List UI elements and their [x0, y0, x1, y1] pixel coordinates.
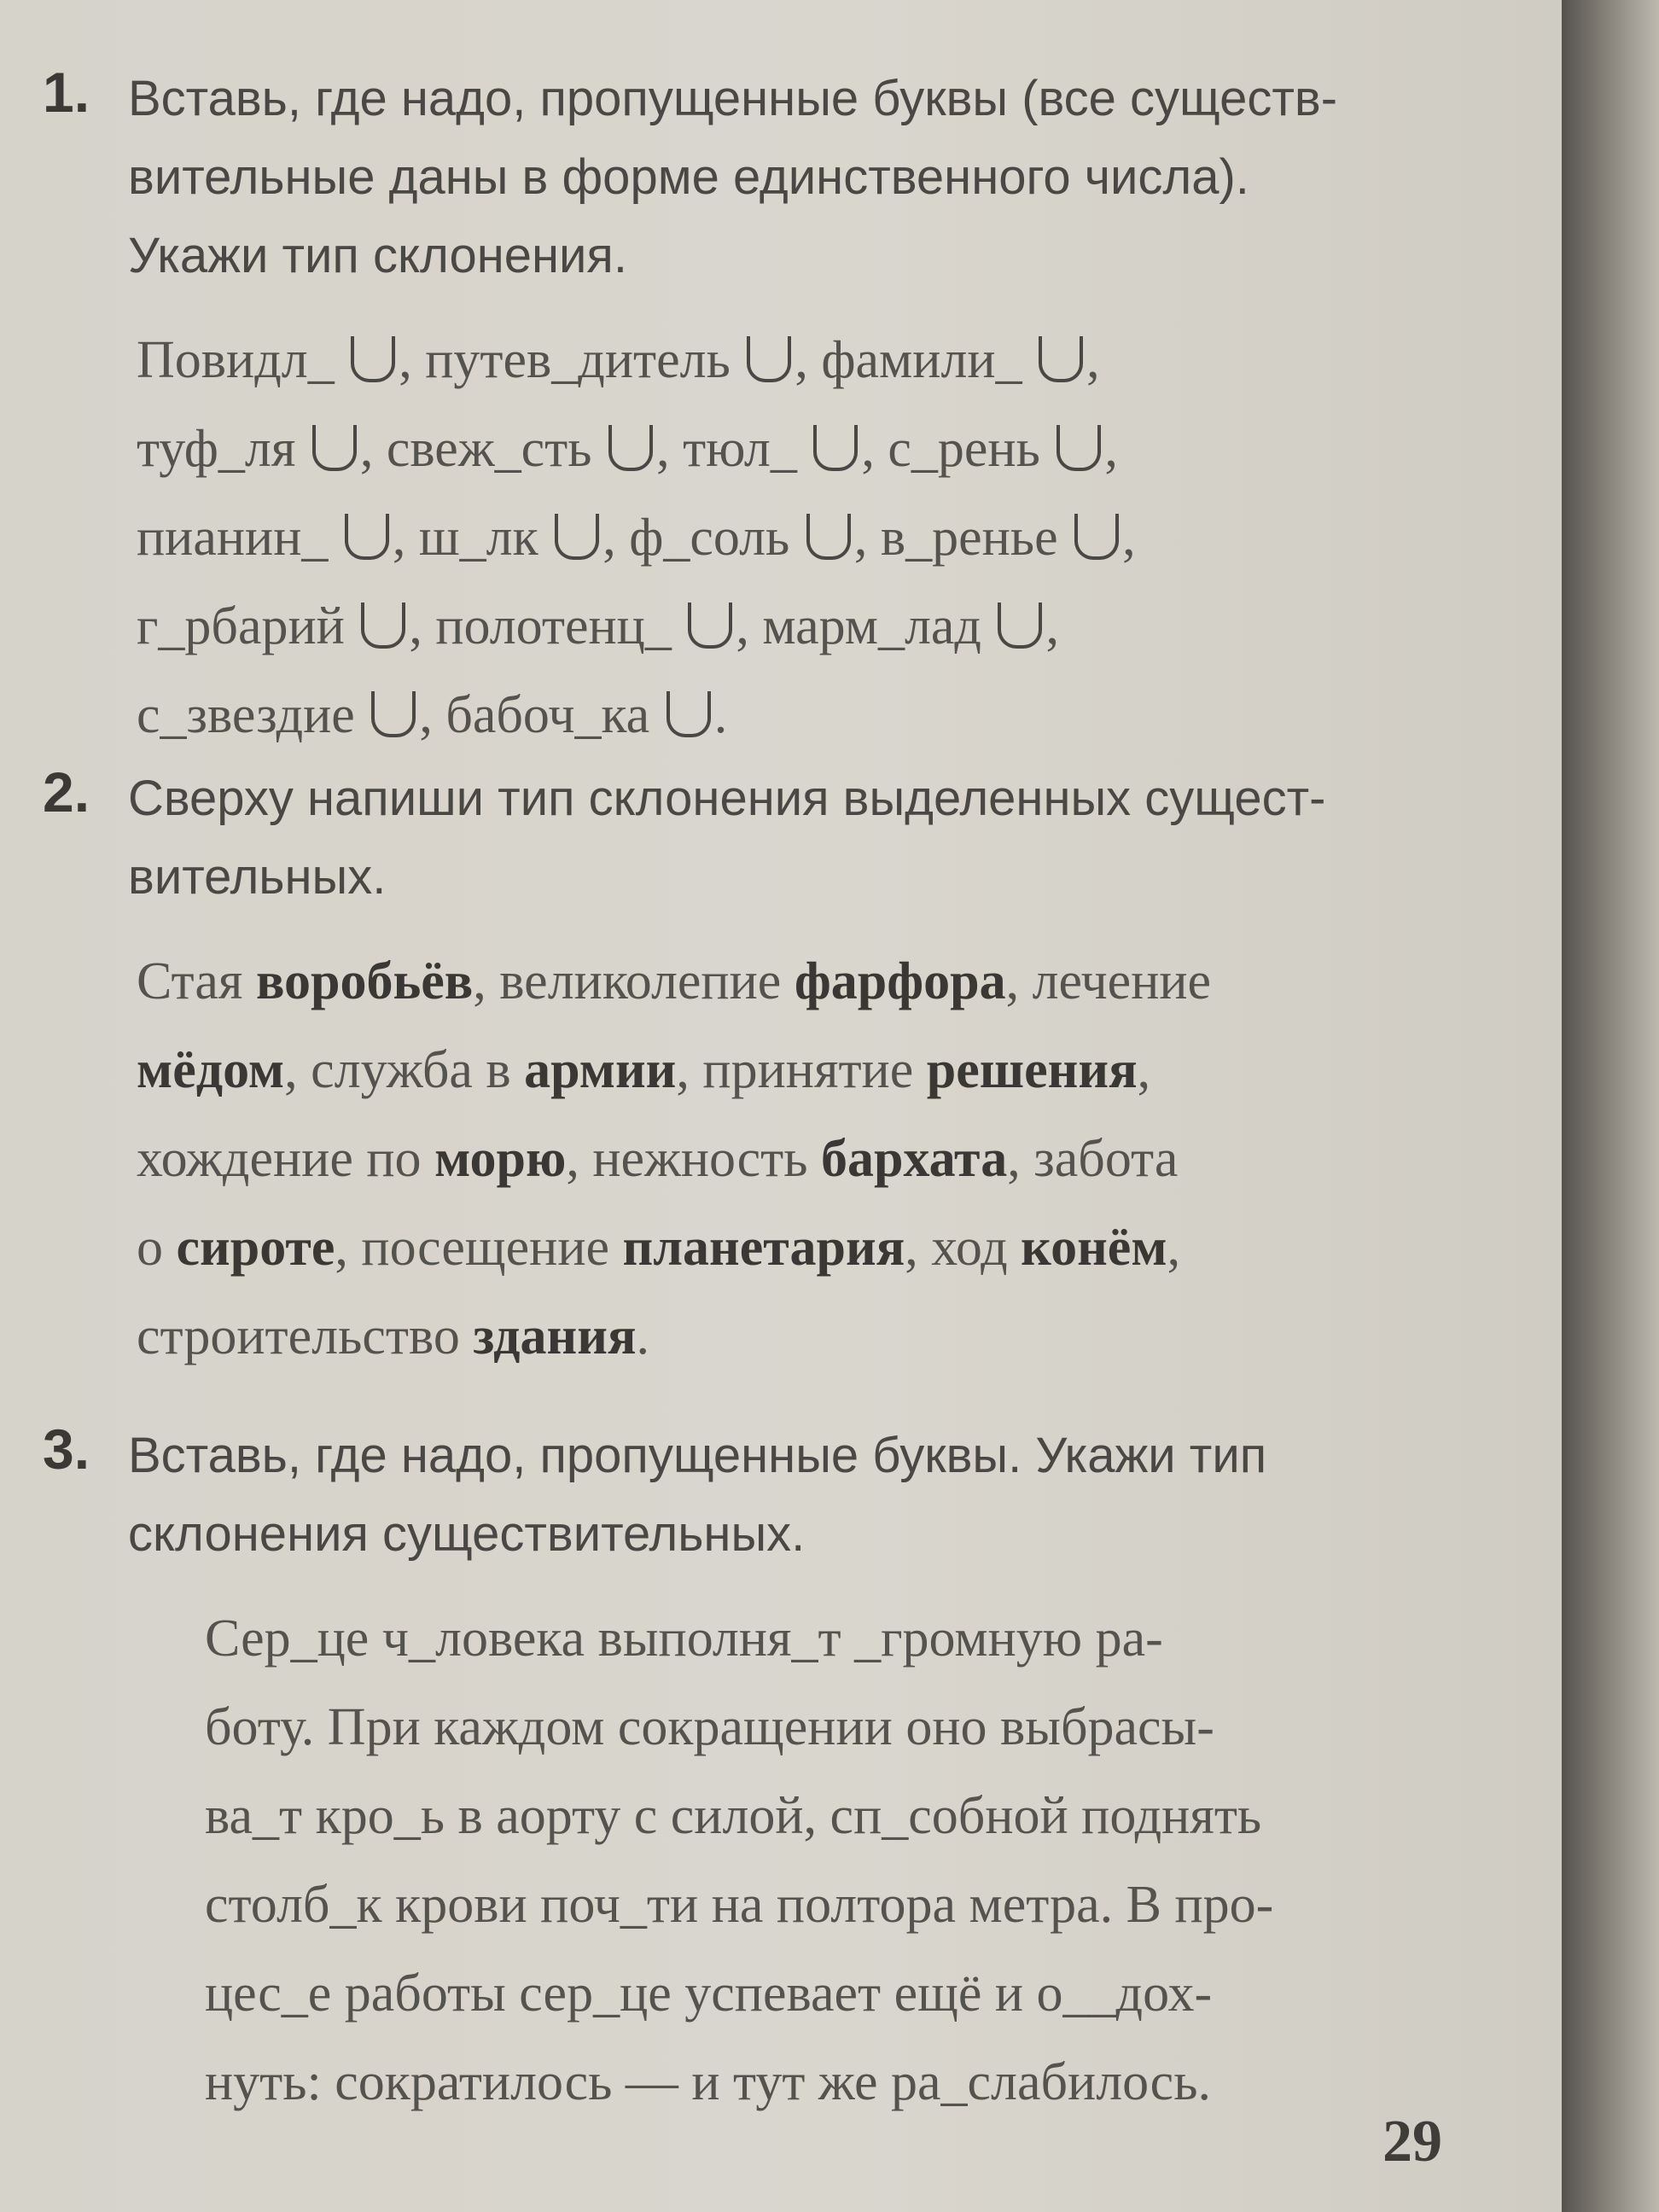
- answer-bracket[interactable]: [806, 514, 851, 560]
- answer-bracket[interactable]: [1057, 425, 1101, 471]
- phrase-text: хождение по: [137, 1130, 435, 1188]
- instruction-line: Сверху напиши тип склонения выделенных сущест-: [128, 771, 1326, 826]
- instruction-line: Вставь, где надо, пропущенные буквы. Укажи тип: [128, 1428, 1267, 1483]
- word-text: , с_рень: [861, 420, 1054, 478]
- word-text: ,: [1086, 331, 1100, 389]
- highlighted-noun: бархата: [821, 1130, 1008, 1188]
- highlighted-noun: планетария: [622, 1219, 905, 1277]
- highlighted-noun: здания: [473, 1307, 637, 1365]
- task-number: 1.: [43, 61, 90, 124]
- word-line: [137, 493, 1425, 582]
- instruction-line: склонения существительных.: [128, 1506, 806, 1562]
- word-text: , тюл_: [656, 420, 811, 478]
- word-text: ,: [1104, 420, 1118, 478]
- phrase-text: , ход: [905, 1219, 1022, 1277]
- phrase-text: , служба в: [284, 1041, 525, 1099]
- word-text: , путев_дитель: [399, 331, 744, 389]
- phrase-text: строительство: [137, 1307, 474, 1365]
- highlighted-noun: решения: [926, 1041, 1138, 1099]
- answer-bracket[interactable]: [688, 602, 732, 649]
- answer-bracket[interactable]: [1039, 336, 1083, 382]
- answer-bracket[interactable]: [345, 514, 389, 560]
- word-text: , полотенц_: [409, 597, 685, 655]
- word-text: с_звездие: [137, 686, 369, 744]
- phrase-text: , забота: [1007, 1130, 1179, 1188]
- word-line: [137, 316, 1425, 405]
- phrase-line: [137, 1115, 1425, 1203]
- task-instruction: [128, 1417, 1425, 1574]
- word-text: , бабоч_ка: [419, 686, 663, 744]
- highlighted-noun: морю: [434, 1130, 567, 1188]
- answer-bracket[interactable]: [998, 602, 1042, 649]
- task-1: [43, 60, 1425, 760]
- answer-bracket[interactable]: [667, 691, 711, 737]
- phrase-text: , посещение: [335, 1219, 623, 1277]
- word-text: г_рбарий: [137, 597, 358, 655]
- answer-bracket[interactable]: [371, 691, 416, 737]
- highlighted-noun: воробьёв: [255, 952, 474, 1010]
- word-line: [137, 582, 1425, 671]
- phrase-line: [137, 1203, 1425, 1292]
- book-spine: [1562, 0, 1659, 2212]
- exercise-passage: [137, 1594, 1425, 2127]
- task-instruction: [128, 60, 1425, 295]
- word-text: , ш_лк: [392, 509, 552, 567]
- phrase-text: ,: [1137, 1041, 1151, 1099]
- task-number: 3.: [43, 1417, 90, 1481]
- passage-line: ва_т кро_ь в аорту с силой, сп_собной поднять: [205, 1787, 1262, 1845]
- answer-bracket[interactable]: [747, 336, 791, 382]
- phrase-text: ,: [1167, 1219, 1181, 1277]
- passage-line: Сер_це ч_ловека выполня_т _громную ра-: [205, 1610, 1163, 1668]
- phrase-line: [137, 1292, 1425, 1381]
- highlighted-noun: сироте: [176, 1219, 335, 1277]
- word-line: [137, 405, 1425, 493]
- task-2: [43, 760, 1425, 1381]
- phrase-text: .: [636, 1307, 649, 1365]
- highlighted-noun: армии: [524, 1041, 677, 1099]
- passage-line: столб_к крови поч_ти на полтора метра. В про-: [205, 1876, 1274, 1934]
- word-text: , фамили_: [795, 331, 1036, 389]
- word-text: , ф_соль: [602, 509, 803, 567]
- answer-bracket[interactable]: [813, 425, 858, 471]
- phrase-text: , принятие: [676, 1041, 927, 1099]
- exercise-phrases: [137, 937, 1425, 1381]
- word-text: , свеж_сть: [359, 420, 606, 478]
- phrase-text: , лечение: [1005, 952, 1212, 1010]
- passage-line: нуть: сократилось — и тут же ра_слабилось.: [205, 2053, 1211, 2111]
- phrase-text: Стая: [137, 952, 256, 1010]
- phrase-text: , великолепие: [473, 952, 795, 1010]
- highlighted-noun: фарфора: [794, 952, 1006, 1010]
- word-text: , в_ренье: [853, 509, 1072, 567]
- task-number: 2.: [43, 760, 90, 824]
- phrase-line: [137, 937, 1425, 1026]
- word-text: .: [713, 686, 728, 744]
- task-3: [43, 1417, 1425, 2127]
- answer-bracket[interactable]: [312, 425, 357, 471]
- exercise-words: [137, 316, 1425, 760]
- passage-line: цес_е работы сер_це успевает ещё и о__дох-: [205, 1965, 1213, 2023]
- word-line: [137, 671, 1425, 760]
- word-text: ,: [1045, 597, 1059, 655]
- answer-bracket[interactable]: [555, 514, 599, 560]
- word-text: Повидл_: [137, 331, 348, 389]
- word-text: , марм_лад: [736, 597, 995, 655]
- highlighted-noun: мёдом: [137, 1041, 285, 1099]
- answer-bracket[interactable]: [608, 425, 653, 471]
- highlighted-noun: конём: [1021, 1219, 1167, 1277]
- word-text: пианин_: [137, 509, 341, 567]
- passage-line: боту. При каждом сокращении оно выбрасы-: [205, 1698, 1214, 1756]
- word-text: ,: [1122, 509, 1136, 567]
- phrase-line: [137, 1026, 1425, 1115]
- answer-bracket[interactable]: [361, 602, 405, 649]
- instruction-line: вительные даны в форме единственного числа).: [128, 149, 1249, 205]
- answer-bracket[interactable]: [1074, 514, 1119, 560]
- phrase-text: о: [137, 1219, 177, 1277]
- answer-bracket[interactable]: [351, 336, 395, 382]
- instruction-line: вительных.: [128, 849, 387, 905]
- instruction-line: Вставь, где надо, пропущенные буквы (все существ-: [128, 71, 1338, 126]
- task-instruction: [128, 760, 1425, 917]
- page-number: 29: [1382, 2109, 1442, 2174]
- word-text: туф_ля: [137, 420, 309, 478]
- phrase-text: , нежность: [566, 1130, 821, 1188]
- instruction-line: Укажи тип склонения.: [128, 228, 627, 283]
